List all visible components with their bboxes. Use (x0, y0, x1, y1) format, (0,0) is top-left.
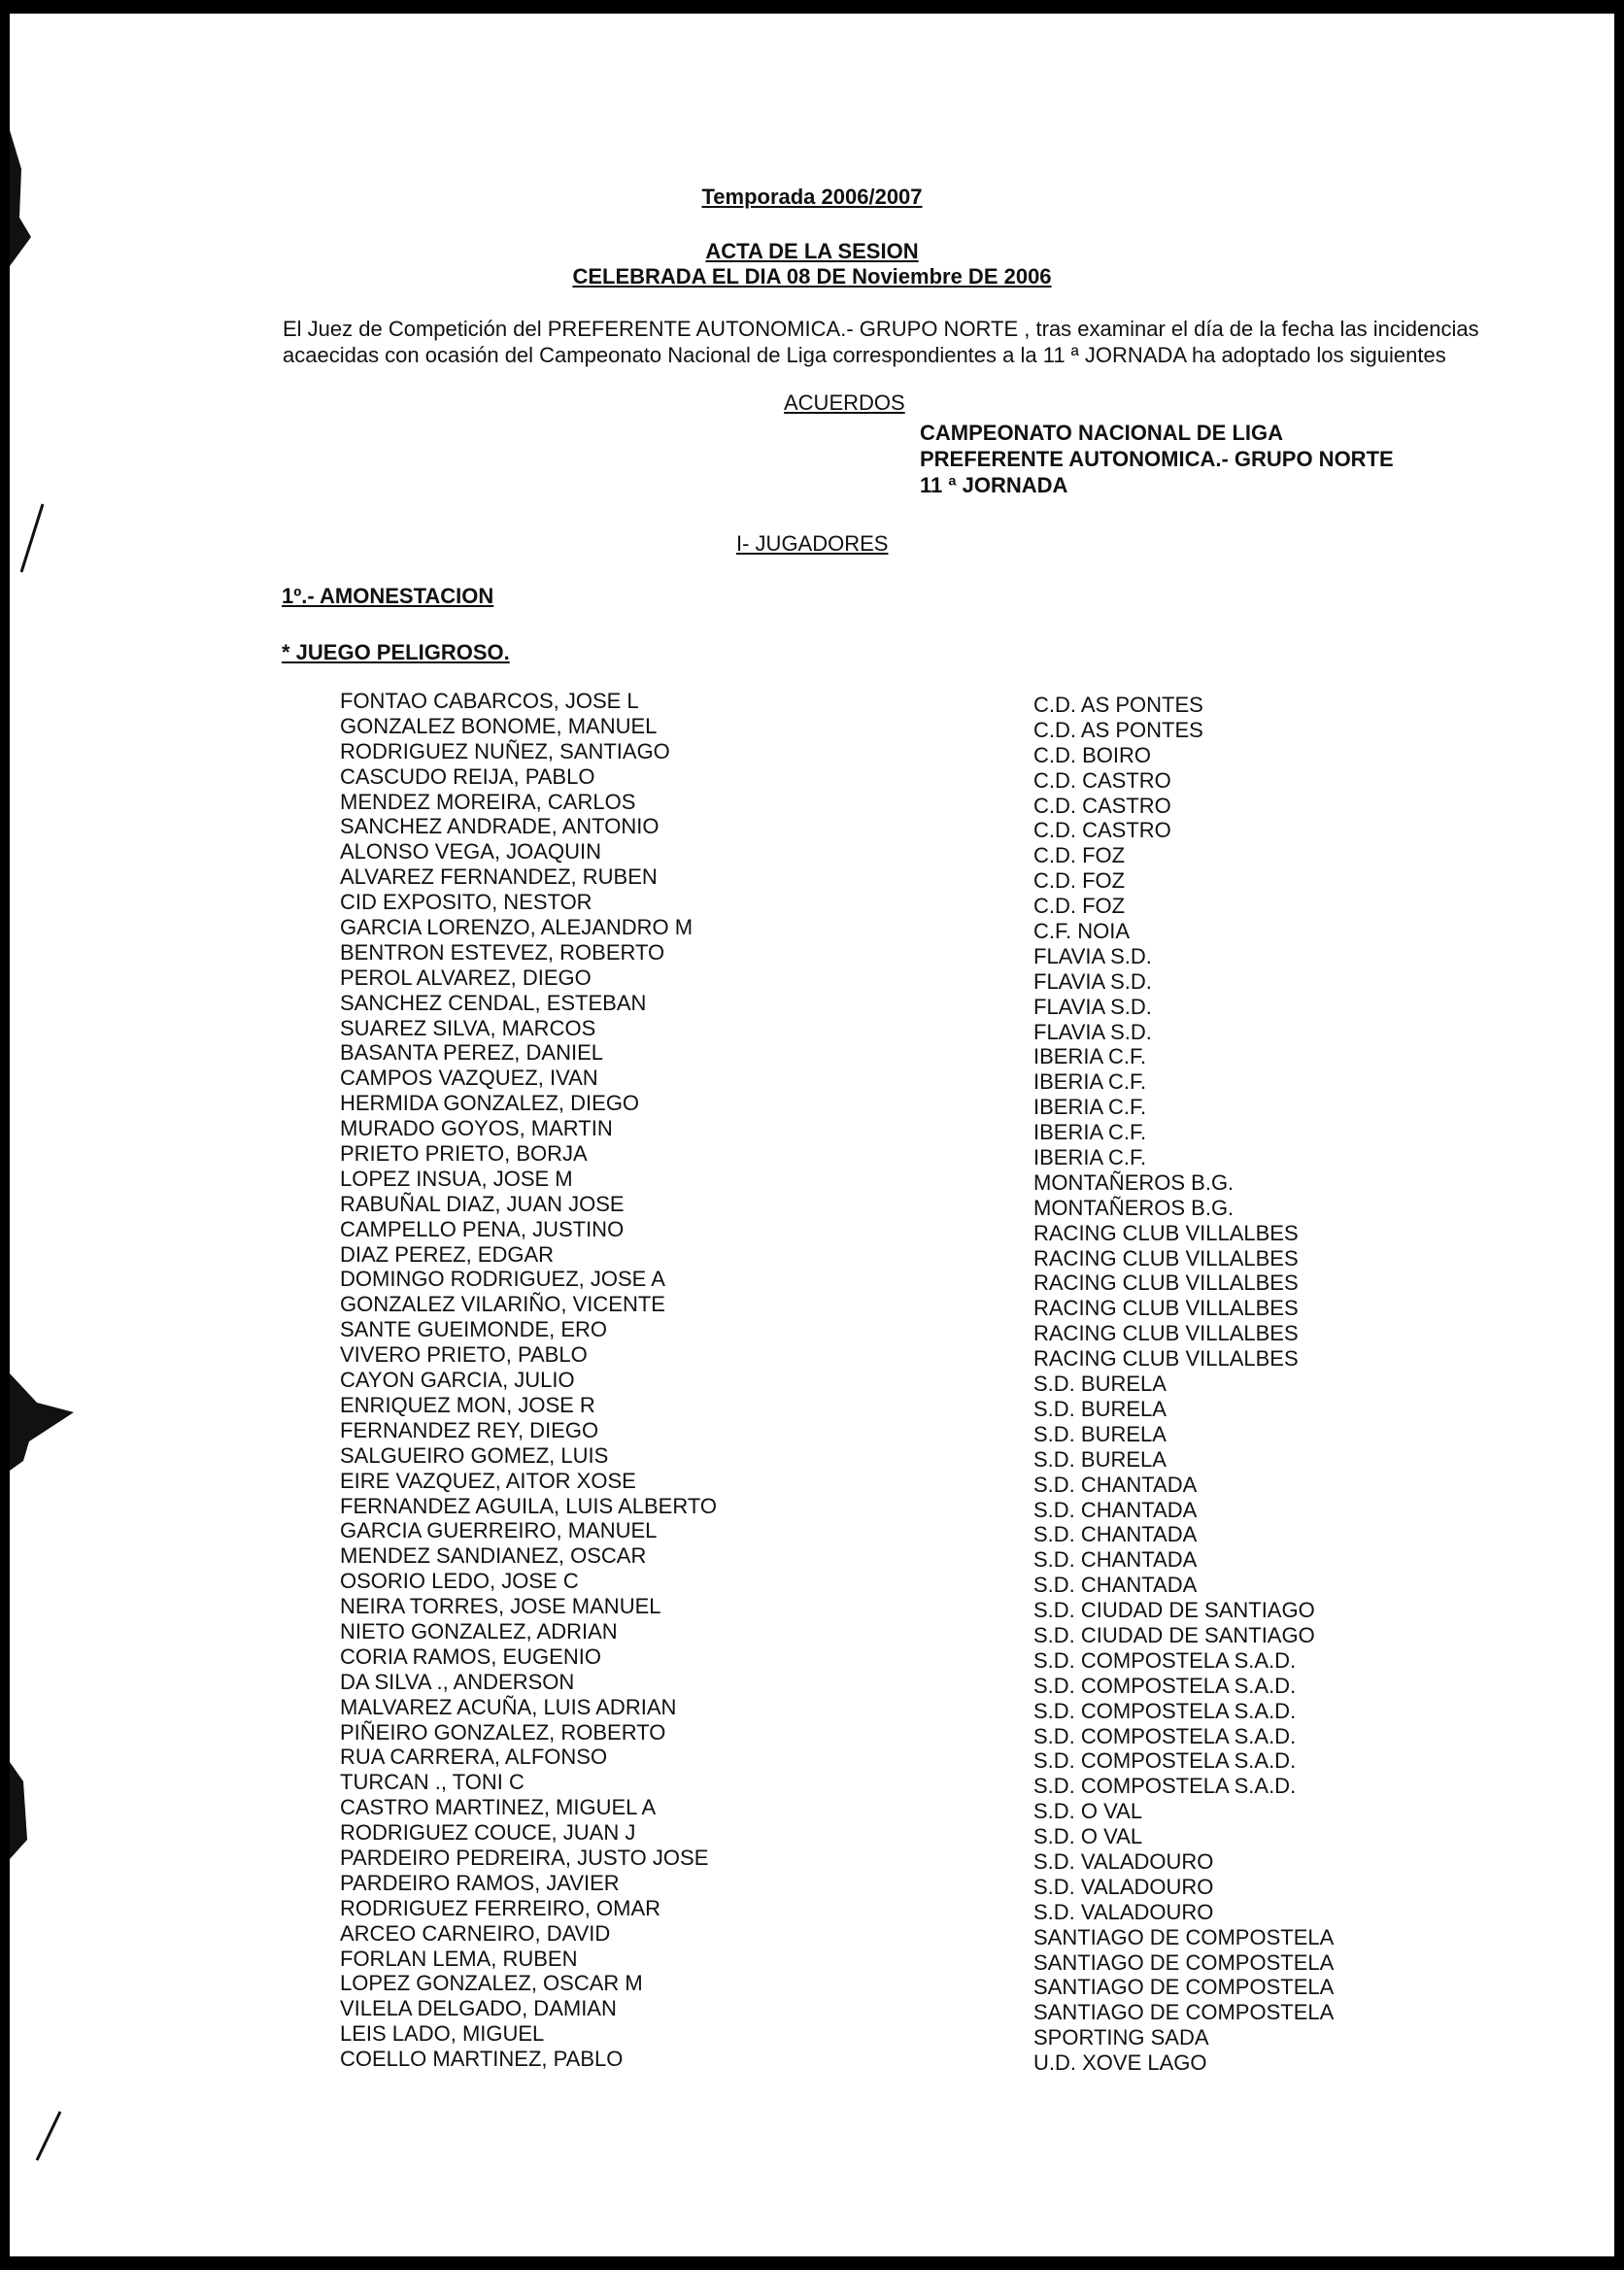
player-name: ARCEO CARNEIRO, DAVID (340, 1920, 611, 1946)
player-club: C.D. CASTRO (1033, 818, 1171, 843)
player-name: RODRIGUEZ FERREIRO, OMAR (340, 1895, 661, 1920)
player-club: S.D. CIUDAD DE SANTIAGO (1033, 1622, 1315, 1647)
player-name: HERMIDA GONZALEZ, DIEGO (340, 1091, 640, 1116)
player-name: MALVAREZ ACUÑA, LUIS ADRIAN (340, 1694, 677, 1719)
player-club: S.D. O VAL (1033, 1799, 1143, 1824)
player-club: RACING CLUB VILLALBES (1033, 1245, 1299, 1271)
player-name: SANCHEZ ANDRADE, ANTONIO (340, 814, 660, 839)
player-club: C.D. BOIRO (1033, 742, 1152, 767)
player-name: CAMPOS VAZQUEZ, IVAN (340, 1066, 598, 1091)
player-name: CAYON GARCIA, JULIO (340, 1368, 575, 1393)
player-club: RACING CLUB VILLALBES (1033, 1296, 1299, 1321)
player-club: C.D. CASTRO (1033, 793, 1171, 818)
player-club: IBERIA C.F. (1033, 1120, 1147, 1145)
player-club: S.D. COMPOSTELA S.A.D. (1033, 1748, 1297, 1774)
player-club: S.D. COMPOSTELA S.A.D. (1033, 1673, 1297, 1698)
player-club: S.D. COMPOSTELA S.A.D. (1033, 1723, 1297, 1748)
player-club: RACING CLUB VILLALBES (1033, 1321, 1299, 1346)
player-club: SANTIAGO DE COMPOSTELA (1033, 1949, 1335, 1975)
player-name: MENDEZ MOREIRA, CARLOS (340, 789, 636, 814)
player-name: BASANTA PEREZ, DANIEL (340, 1040, 604, 1066)
season-heading: Temporada 2006/2007 (701, 185, 923, 209)
player-club: S.D. CHANTADA (1033, 1547, 1198, 1573)
player-club: C.D. CASTRO (1033, 767, 1171, 793)
player-name: CASCUDO REIJA, PABLO (340, 763, 595, 789)
document-page (10, 14, 1614, 2256)
player-name: DA SILVA ., ANDERSON (340, 1669, 575, 1694)
player-name: PRIETO PRIETO, BORJA (340, 1141, 588, 1167)
player-name: NEIRA TORRES, JOSE MANUEL (340, 1594, 661, 1619)
acuerdos-heading: ACUERDOS (784, 390, 905, 415)
player-name: MENDEZ SANDIANEZ, OSCAR (340, 1543, 647, 1569)
competition-line-3: 11 ª JORNADA (920, 473, 1068, 497)
player-name: SUAREZ SILVA, MARCOS (340, 1015, 596, 1040)
player-club: S.D. CIUDAD DE SANTIAGO (1033, 1598, 1315, 1623)
player-name: RUA CARRERA, ALFONSO (340, 1745, 608, 1770)
player-club: C.D. AS PONTES (1033, 693, 1203, 717)
competition-line-1: CAMPEONATO NACIONAL DE LIGA (920, 421, 1284, 445)
player-name: CORIA RAMOS, EUGENIO (340, 1643, 601, 1669)
player-name: RABUÑAL DIAZ, JUAN JOSE (340, 1191, 625, 1216)
player-name: TURCAN ., TONI C (340, 1770, 524, 1795)
player-club: SANTIAGO DE COMPOSTELA (1033, 2000, 1335, 2025)
player-name: LOPEZ GONZALEZ, OSCAR M (340, 1971, 643, 1996)
competition-block (920, 420, 1394, 498)
player-club: MONTAÑEROS B.G. (1033, 1169, 1235, 1195)
player-name: ALONSO VEGA, JOAQUIN (340, 839, 601, 864)
player-name: GARCIA LORENZO, ALEJANDRO M (340, 915, 694, 940)
player-club: SPORTING SADA (1033, 2025, 1209, 2050)
player-name: FERNANDEZ AGUILA, LUIS ALBERTO (340, 1493, 717, 1518)
player-club: C.D. FOZ (1033, 894, 1126, 919)
player-club: IBERIA C.F. (1033, 1044, 1147, 1069)
player-name: EIRE VAZQUEZ, AITOR XOSE (340, 1468, 636, 1493)
player-name: DIAZ PEREZ, EDGAR (340, 1241, 555, 1267)
player-name: PIÑEIRO GONZALEZ, ROBERTO (340, 1719, 666, 1745)
player-club: S.D. COMPOSTELA S.A.D. (1033, 1774, 1297, 1799)
player-club: S.D. VALADOURO (1033, 1874, 1214, 1899)
player-club: S.D. BURELA (1033, 1396, 1167, 1421)
player-club: S.D. CHANTADA (1033, 1573, 1198, 1598)
player-club: MONTAÑEROS B.G. (1033, 1195, 1235, 1220)
player-club: S.D. VALADOURO (1033, 1848, 1214, 1874)
player-name: LEIS LADO, MIGUEL (340, 2021, 545, 2047)
player-name: FERNANDEZ REY, DIEGO (340, 1417, 599, 1442)
player-name: OSORIO LEDO, JOSE C (340, 1569, 579, 1594)
player-name: ENRIQUEZ MON, JOSE R (340, 1392, 595, 1417)
player-club: RACING CLUB VILLALBES (1033, 1271, 1299, 1296)
subsection-heading: 1º.- AMONESTACION (282, 584, 494, 608)
player-name: FORLAN LEMA, RUBEN (340, 1946, 578, 1971)
player-name: DOMINGO RODRIGUEZ, JOSE A (340, 1267, 665, 1292)
player-name: PARDEIRO RAMOS, JAVIER (340, 1870, 620, 1895)
player-club: IBERIA C.F. (1033, 1069, 1147, 1095)
player-club: S.D. BURELA (1033, 1421, 1167, 1446)
intro-paragraph: El Juez de Competición del PREFERENTE AUTONOMICA.- GRUPO NORTE , tras examinar el día de la fecha las incidencias acaecidas con ocasión del Campeonato Nacional de Liga correspondientes a la 11 ª JORNADA ha adoptado los siguientes (283, 317, 1479, 367)
player-club: RACING CLUB VILLALBES (1033, 1220, 1299, 1245)
player-name: VIVERO PRIETO, PABLO (340, 1342, 588, 1368)
player-club: S.D. CHANTADA (1033, 1522, 1198, 1547)
player-name: GONZALEZ BONOME, MANUEL (340, 713, 658, 738)
player-club: FLAVIA S.D. (1033, 943, 1152, 968)
player-name: FONTAO CABARCOS, JOSE L (340, 689, 639, 713)
player-club: U.D. XOVE LAGO (1033, 2050, 1207, 2076)
player-club: C.F. NOIA (1033, 919, 1131, 944)
player-club: RACING CLUB VILLALBES (1033, 1346, 1299, 1372)
player-club: S.D. BURELA (1033, 1446, 1167, 1472)
player-club: C.D. AS PONTES (1033, 717, 1203, 742)
section-title: I- JUGADORES (736, 531, 889, 556)
player-club: S.D. CHANTADA (1033, 1497, 1198, 1522)
title-line-1: ACTA DE LA SESION (705, 239, 919, 263)
player-names-column (340, 689, 717, 2072)
player-name: PARDEIRO PEDREIRA, JUSTO JOSE (340, 1845, 709, 1870)
player-club: C.D. FOZ (1033, 843, 1126, 868)
player-name: RODRIGUEZ COUCE, JUAN J (340, 1820, 636, 1846)
player-club: S.D. O VAL (1033, 1824, 1143, 1849)
player-club: FLAVIA S.D. (1033, 968, 1152, 994)
player-name: NIETO GONZALEZ, ADRIAN (340, 1618, 618, 1643)
player-club: SANTIAGO DE COMPOSTELA (1033, 1924, 1335, 1949)
player-club: FLAVIA S.D. (1033, 994, 1152, 1019)
player-clubs-column (1033, 693, 1334, 2076)
player-name: CASTRO MARTINEZ, MIGUEL A (340, 1795, 657, 1820)
player-name: ALVAREZ FERNANDEZ, RUBEN (340, 864, 658, 890)
player-name: GONZALEZ VILARIÑO, VICENTE (340, 1292, 665, 1317)
player-club: S.D. BURELA (1033, 1372, 1167, 1397)
player-club: C.D. FOZ (1033, 868, 1126, 894)
player-name: SANCHEZ CENDAL, ESTEBAN (340, 990, 647, 1015)
player-club: S.D. CHANTADA (1033, 1472, 1198, 1497)
player-club: S.D. VALADOURO (1033, 1899, 1214, 1924)
player-name: VILELA DELGADO, DAMIAN (340, 1996, 617, 2021)
player-name: SANTE GUEIMONDE, ERO (340, 1317, 608, 1342)
player-name: CAMPELLO PENA, JUSTINO (340, 1216, 625, 1241)
player-club: IBERIA C.F. (1033, 1095, 1147, 1120)
player-name: COELLO MARTINEZ, PABLO (340, 2047, 624, 2072)
player-club: IBERIA C.F. (1033, 1145, 1147, 1170)
player-name: CID EXPOSITO, NESTOR (340, 890, 592, 915)
player-name: MURADO GOYOS, MARTIN (340, 1116, 613, 1141)
player-club: S.D. COMPOSTELA S.A.D. (1033, 1698, 1297, 1723)
player-name: SALGUEIRO GOMEZ, LUIS (340, 1442, 609, 1468)
player-name: BENTRON ESTEVEZ, ROBERTO (340, 939, 665, 965)
player-club: FLAVIA S.D. (1033, 1019, 1152, 1044)
player-name: GARCIA GUERREIRO, MANUEL (340, 1518, 658, 1543)
title-line-2: CELEBRADA EL DIA 08 DE Noviembre DE 2006 (572, 264, 1052, 288)
competition-line-2: PREFERENTE AUTONOMICA.- GRUPO NORTE (920, 447, 1394, 471)
category-heading: * JUEGO PELIGROSO. (282, 640, 510, 664)
player-name: RODRIGUEZ NUÑEZ, SANTIAGO (340, 738, 670, 763)
player-name: LOPEZ INSUA, JOSE M (340, 1166, 573, 1191)
player-name: PEROL ALVAREZ, DIEGO (340, 965, 592, 990)
player-club: SANTIAGO DE COMPOSTELA (1033, 1975, 1335, 2000)
scan-edge-marks (10, 14, 87, 2256)
player-club: S.D. COMPOSTELA S.A.D. (1033, 1647, 1297, 1673)
